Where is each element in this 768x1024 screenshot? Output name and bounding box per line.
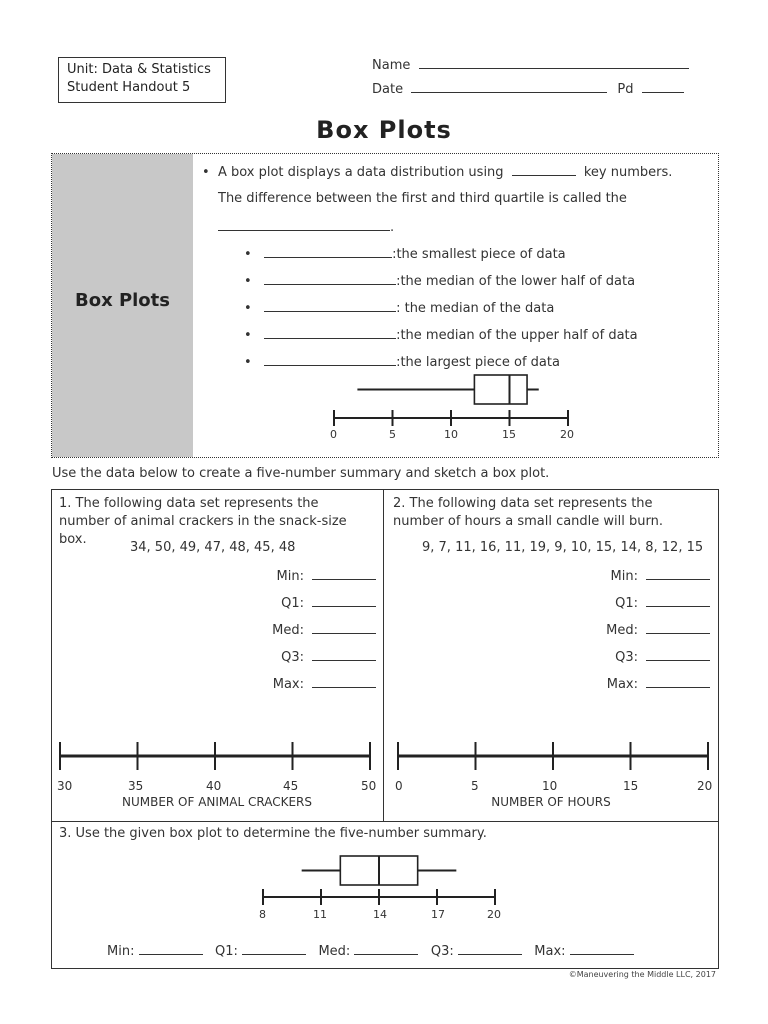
summary-label: Med: bbox=[606, 623, 638, 638]
term-item: • :the median of the lower half of data bbox=[244, 274, 636, 289]
summary-label: Q3: bbox=[615, 650, 638, 665]
tick-label: 15 bbox=[502, 428, 516, 441]
summary-label: Q1: bbox=[281, 596, 304, 611]
iqr-period: . bbox=[390, 220, 395, 235]
problem-2-data: 9, 7, 11, 16, 11, 19, 9, 10, 15, 14, 8, 12, 15 bbox=[422, 540, 704, 555]
tick-label: 15 bbox=[623, 779, 639, 793]
tick-label: 45 bbox=[283, 779, 299, 793]
summary-label: Min: bbox=[276, 569, 304, 584]
term-item: • :the largest piece of data bbox=[244, 355, 560, 370]
term-desc: :the smallest piece of data bbox=[392, 247, 566, 262]
q3-blank[interactable] bbox=[458, 942, 522, 955]
footer-copyright: ©Maneuvering the Middle LLC, 2017 bbox=[568, 970, 716, 979]
problem-2-line: number of hours a small candle will burn. bbox=[393, 514, 663, 529]
med-blank[interactable] bbox=[354, 942, 418, 955]
q1-blank[interactable] bbox=[242, 942, 306, 955]
problem-2-axis-title: NUMBER OF HOURS bbox=[491, 795, 611, 809]
tick-label: 35 bbox=[128, 779, 144, 793]
term-desc: :the median of the upper half of data bbox=[396, 328, 638, 343]
max-label: Max: bbox=[534, 944, 566, 959]
min-blank[interactable] bbox=[139, 942, 203, 955]
iqr-text: The difference between the first and third quartile is called the bbox=[218, 191, 627, 206]
summary-label: Max: bbox=[606, 677, 638, 692]
bullet-end: key numbers. bbox=[583, 165, 673, 180]
tick-label: 20 bbox=[697, 779, 713, 793]
instruction: Use the data below to create a five-number summary and sketch a box plot. bbox=[52, 466, 550, 481]
date-label: Date bbox=[372, 82, 404, 97]
name-label: Name bbox=[372, 58, 411, 73]
summary-label: Q1: bbox=[615, 596, 638, 611]
summary-label: Q3: bbox=[281, 650, 304, 665]
handout-label: Student Handout 5 bbox=[67, 80, 191, 95]
tick-label: 10 bbox=[542, 779, 558, 793]
summary-label: Med: bbox=[272, 623, 304, 638]
problem-3-prompt: 3. Use the given box plot to determine the five-number summary. bbox=[59, 826, 487, 841]
tick-label: 20 bbox=[487, 908, 501, 921]
term-item: • :the median of the upper half of data bbox=[244, 328, 638, 343]
tick-label: 40 bbox=[206, 779, 222, 793]
term-item: • : the median of the data bbox=[244, 301, 555, 316]
page-title: Box Plots bbox=[316, 116, 452, 144]
problem-1-axis-title: NUMBER OF ANIMAL CRACKERS bbox=[121, 795, 313, 809]
med-label: Med: bbox=[318, 944, 351, 959]
pd-label: Pd bbox=[617, 82, 634, 97]
problem-3-axis-labels bbox=[259, 908, 502, 924]
problem-1-line: box. bbox=[59, 532, 87, 547]
summary-label: Min: bbox=[610, 569, 638, 584]
term-desc: :the largest piece of data bbox=[396, 355, 560, 370]
tick-label: 8 bbox=[259, 908, 266, 921]
q3-label: Q3: bbox=[430, 944, 454, 959]
tick-label: 0 bbox=[330, 428, 337, 441]
tick-label: 11 bbox=[313, 908, 327, 921]
max-blank[interactable] bbox=[570, 942, 634, 955]
term-desc: :the median of the lower half of data bbox=[396, 274, 636, 289]
bullet-text: A box plot displays a data distribution using bbox=[217, 165, 504, 180]
tick-label: 30 bbox=[57, 779, 73, 793]
term-desc: : the median of the data bbox=[396, 301, 555, 316]
term-item: • :the smallest piece of data bbox=[244, 247, 566, 262]
tick-label: 50 bbox=[361, 779, 377, 793]
problem-1-line: number of animal crackers in the snack-size bbox=[59, 514, 347, 529]
tick-label: 0 bbox=[395, 779, 403, 793]
problem-2-line: 2. The following data set represents the bbox=[393, 496, 653, 511]
tick-label: 17 bbox=[431, 908, 445, 921]
min-label: Min: bbox=[107, 944, 135, 959]
problem-1-line: 1. The following data set represents the bbox=[59, 496, 319, 511]
tick-label: 14 bbox=[373, 908, 387, 921]
q1-label: Q1: bbox=[215, 944, 238, 959]
summary-label: Max: bbox=[272, 677, 304, 692]
problem-3-summary bbox=[107, 942, 634, 959]
notes-side-title: Box Plots bbox=[74, 290, 170, 311]
problem-1-data: 34, 50, 49, 47, 48, 45, 48 bbox=[130, 540, 296, 555]
unit-label: Unit: Data & Statistics bbox=[67, 62, 211, 77]
tick-label: 10 bbox=[444, 428, 458, 441]
tick-label: 5 bbox=[389, 428, 396, 441]
tick-label: 20 bbox=[560, 428, 574, 441]
bullet-dot: • bbox=[202, 165, 218, 180]
tick-label: 5 bbox=[471, 779, 479, 793]
